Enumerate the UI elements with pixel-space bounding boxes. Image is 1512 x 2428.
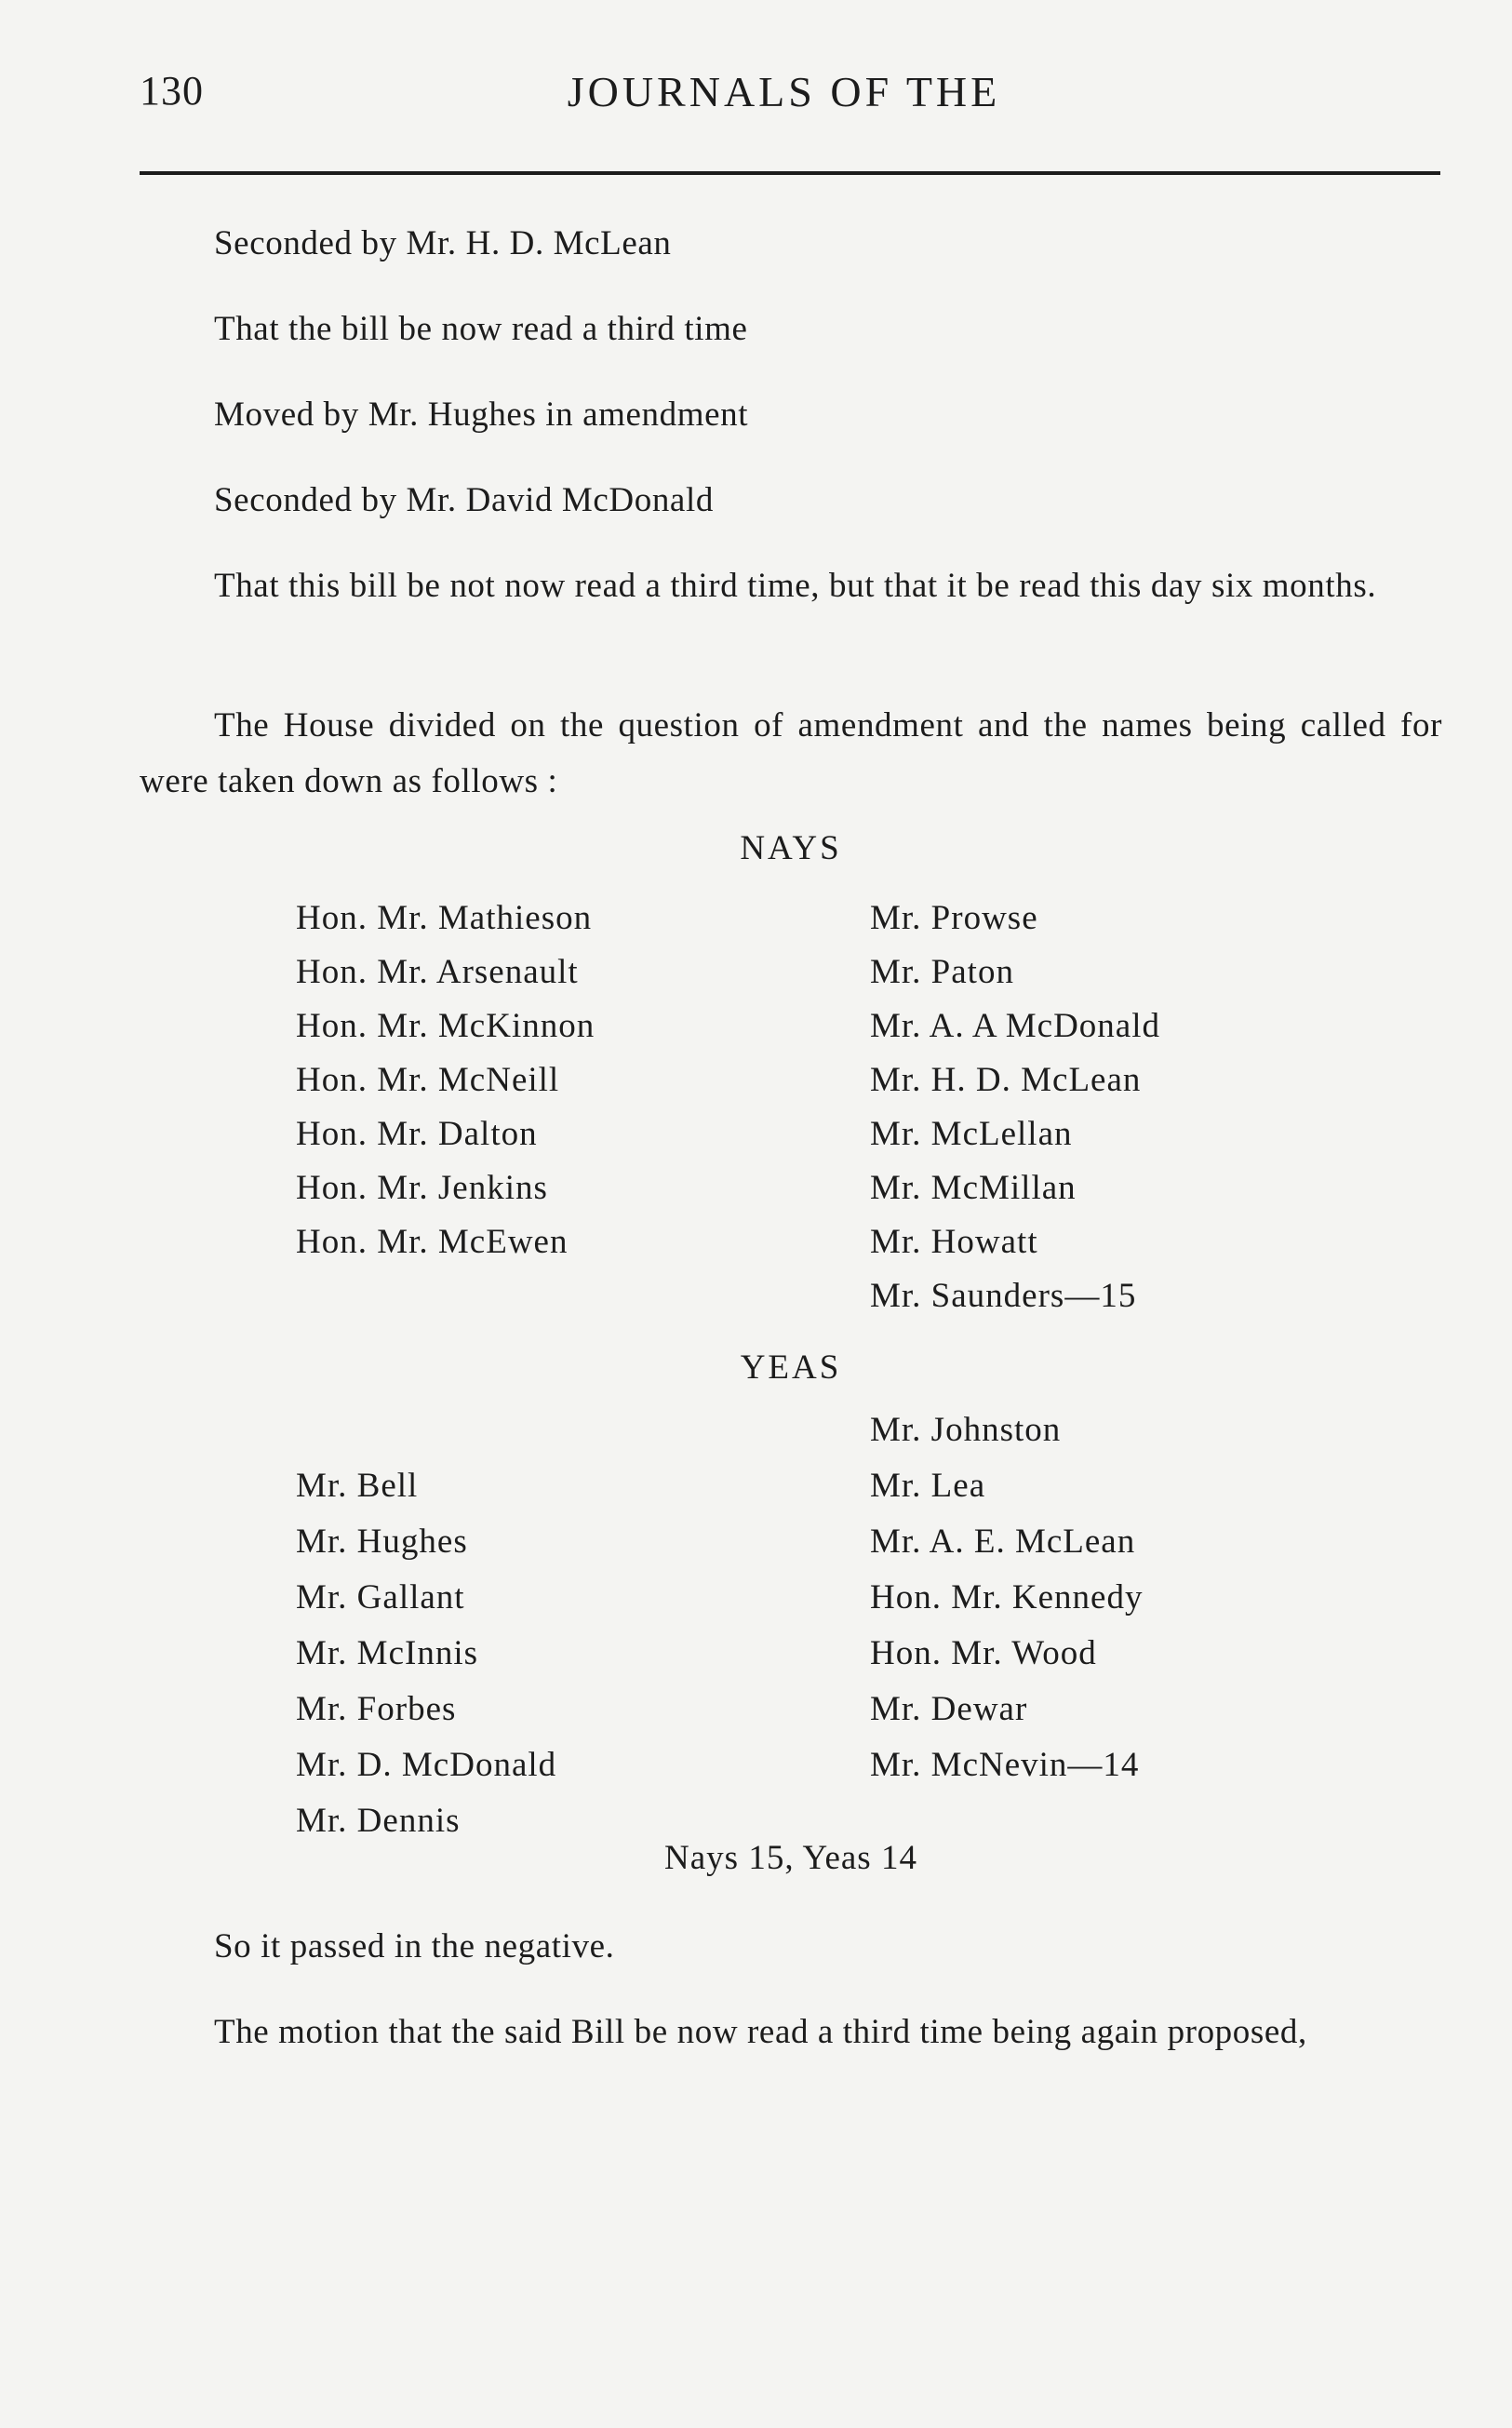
vote-name: Hon. Mr. Mathieson — [296, 899, 593, 937]
paragraph-division: The House divided on the question of amendment and the names being called for were taken down as follows : — [140, 706, 1442, 800]
vote-name: Mr. Paton — [870, 953, 1014, 991]
vote-name: Mr. Johnston — [870, 1411, 1062, 1449]
vote-name: Mr. A. E. McLean — [870, 1523, 1136, 1561]
vote-name: Mr. McInnis — [296, 1634, 478, 1672]
vote-name: Mr. H. D. McLean — [870, 1061, 1142, 1099]
vote-name: Mr. Prowse — [870, 899, 1038, 937]
vote-name: Mr. McMillan — [870, 1169, 1077, 1207]
vote-name: Mr. Howatt — [870, 1223, 1038, 1261]
vote-name: Mr. Hughes — [296, 1523, 468, 1561]
page-number: 130 — [140, 68, 204, 114]
header-rule — [140, 171, 1440, 175]
vote-name: Hon. Mr. McNeill — [296, 1061, 560, 1099]
running-title: JOURNALS OF THE — [567, 68, 1001, 115]
vote-name: Mr. D. McDonald — [296, 1746, 557, 1784]
vote-name: Hon. Mr. McKinnon — [296, 1007, 595, 1045]
vote-name: Mr. Dennis — [296, 1802, 461, 1840]
vote-name: Mr. McNevin—14 — [870, 1746, 1140, 1784]
vote-name: Hon. Mr. McEwen — [296, 1223, 569, 1261]
paragraph-amendment-text: That this bill be not now read a third time, but that it be read this day six months. — [214, 567, 1377, 605]
vote-tally: Nays 15, Yeas 14 — [664, 1839, 917, 1877]
vote-name: Mr. McLellan — [870, 1115, 1073, 1153]
vote-name: Hon. Mr. Jenkins — [296, 1169, 548, 1207]
vote-name: Hon. Mr. Kennedy — [870, 1578, 1144, 1616]
yeas-heading: YEAS — [740, 1348, 842, 1387]
paragraph-result: So it passed in the negative. — [214, 1927, 615, 1965]
vote-name: Hon. Mr. Arsenault — [296, 953, 579, 991]
vote-name: Mr. Gallant — [296, 1578, 465, 1616]
paragraph-seconded: Seconded by Mr. H. D. McLean — [214, 224, 672, 262]
vote-name: Mr. Saunders—15 — [870, 1277, 1137, 1315]
vote-name: Mr. Lea — [870, 1467, 986, 1505]
paragraph-amendment: Moved by Mr. Hughes in amendment — [214, 396, 749, 434]
vote-name: Mr. Dewar — [870, 1690, 1028, 1728]
vote-name: Hon. Mr. Dalton — [296, 1115, 538, 1153]
vote-name: Mr. A. A McDonald — [870, 1007, 1160, 1045]
vote-name: Mr. Forbes — [296, 1690, 457, 1728]
vote-name: Hon. Mr. Wood — [870, 1634, 1097, 1672]
paragraph-amendment-seconded: Seconded by Mr. David McDonald — [214, 481, 714, 519]
paragraph-motion-again: The motion that the said Bill be now read a third time being again proposed, — [214, 2013, 1307, 2051]
vote-name: Mr. Bell — [296, 1467, 419, 1505]
paragraph-motion: That the bill be now read a third time — [214, 310, 748, 348]
nays-heading: NAYS — [740, 829, 842, 867]
